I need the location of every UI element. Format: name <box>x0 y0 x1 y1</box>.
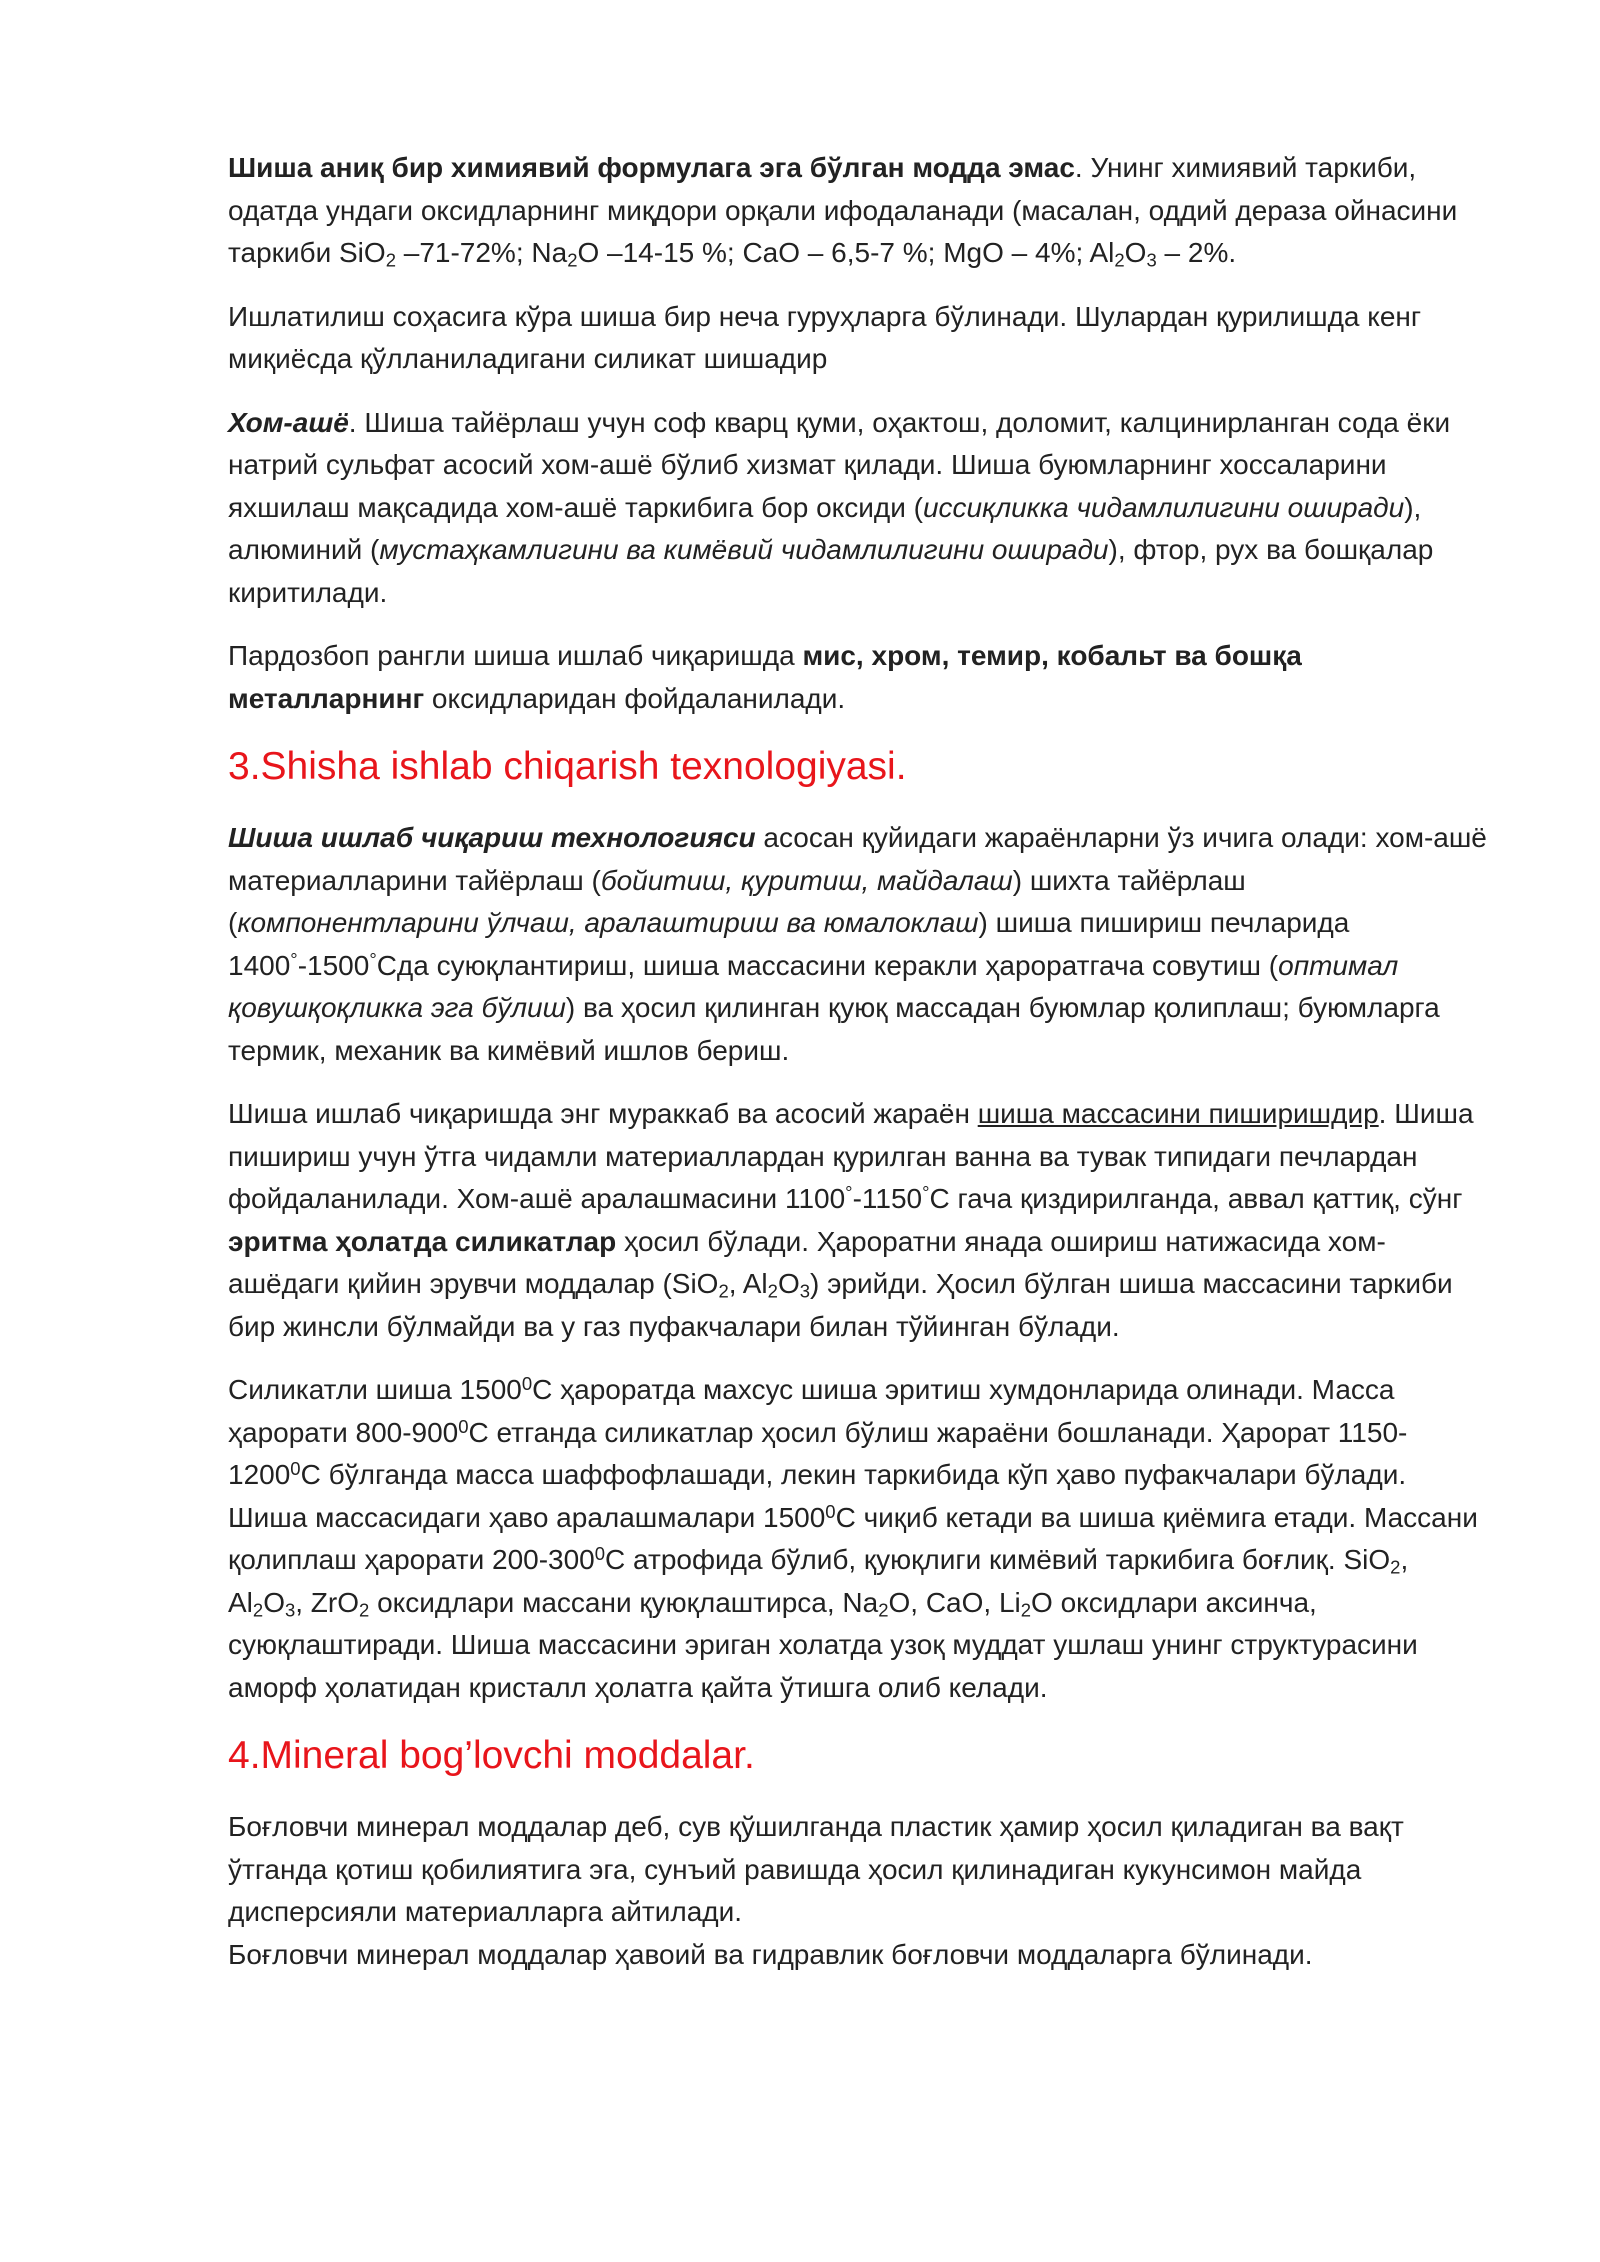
text: оксидлари массани қуюқлаштирса, Na <box>369 1586 879 1618</box>
bold-italic-lead <box>228 822 756 853</box>
text: С атрофида бўлиб, қуюқлиги кимёвий таркибига боғлиқ. SiO <box>605 1544 1391 1575</box>
paragraph-glass-composition <box>228 147 1488 275</box>
subscript: 3 <box>1146 249 1157 271</box>
text: -1150 <box>852 1183 923 1214</box>
paragraph-raw-materials <box>228 402 1488 615</box>
bold-text: эритма ҳолатда силикатлар <box>228 1225 617 1257</box>
italic-text: мустаҳкамлигини ва кимёвий чидамлилигини оширади <box>379 534 1109 565</box>
superscript: ° <box>922 1181 930 1203</box>
paragraph-binders <box>228 1806 1488 1976</box>
text: , ZrO <box>295 1586 360 1618</box>
superscript: 0 <box>458 1415 469 1437</box>
text: Силикатли шиша 1500 <box>228 1374 522 1405</box>
text: ), фтор, рух ва бошқалар киритилади. <box>228 534 1434 608</box>
text: ), алюминий ( <box>228 491 1422 565</box>
text: ) эрийди. Ҳосил бўлган шиша массасини таркиби бир жинсли бўлмайди ва у газ пуфакчалари билан тўйинган бўлади. <box>228 1268 1453 1342</box>
paragraph-glass-groups: Ишлатилиш соҳасига кўра шиша бир неча гуруҳларга бўлинади. Шулардан қурилишда кенг миқиёсда қўлланиладигани силикат шишадир <box>228 300 1422 374</box>
text: O <box>1124 237 1147 268</box>
text: С чиқиб кетади ва шиша қиёмига етади. Массани қолиплаш ҳарорати 200-300 <box>228 1501 1478 1575</box>
text: O <box>777 1268 800 1299</box>
superscript: ° <box>845 1181 853 1203</box>
subscript: 3 <box>799 1280 810 1302</box>
superscript: 0 <box>594 1542 606 1564</box>
text: С етганда силикатлар ҳосил бўлиш жараёни бошланади. Ҳарорат 1150-1200 <box>228 1416 1408 1490</box>
text: –71-72%; Na <box>395 237 568 268</box>
document-page <box>228 147 1488 1997</box>
text: оксидларидан фойдаланилади. <box>424 682 846 714</box>
subscript: 2 <box>1390 1556 1401 1578</box>
text-line: Боғловчи минерал моддалар ҳавоий ва гидравлик боғловчи моддаларга бўлинади. <box>228 1938 1313 1970</box>
underlined-text: шиша массасини пиширишдир <box>977 1098 1379 1129</box>
subscript: 2 <box>1114 249 1125 271</box>
subscript: 2 <box>878 1599 889 1621</box>
superscript: ° <box>369 948 377 970</box>
superscript: ° <box>290 948 298 970</box>
text: С бўлганда масса шаффофлашади, лекин таркибида кўп ҳаво пуфакчалари бўлади. Шиша массасидаги ҳаво аралашмалари 1500 <box>228 1459 1407 1533</box>
text: ) ва ҳосил қилинган қуюқ массадан буюмлар қолиплаш; буюмларга термик, механик ва кимёвий ишлов бериш. <box>228 992 1440 1066</box>
paragraph-melting <box>228 1093 1488 1348</box>
bold-text: мис, хром, темир, кобальт ва бошқа металларнинг <box>228 640 1302 714</box>
text: асосан қуйидаги жараёнларни ўз ичига олади: хом-ашё материалларини тайёрлаш ( <box>228 822 1487 896</box>
bold-italic-text: Хом-ашё <box>228 406 349 438</box>
text: -1500 <box>297 949 370 981</box>
text: , Al <box>728 1268 768 1299</box>
section-heading-4: 4.Mineral bog’lovchi moddalar. <box>228 1734 755 1777</box>
text: ) шиша пишириш печларида 1400 <box>228 907 1350 981</box>
bold-italic-lead <box>228 407 349 438</box>
superscript: 0 <box>290 1457 301 1479</box>
section-heading-3: 3.Shisha ishlab chiqarish texnologiyasi. <box>228 745 907 788</box>
text: ) шихта тайёрлаш ( <box>228 864 1246 938</box>
subscript: 2 <box>1020 1599 1032 1621</box>
text: – 2%. <box>1156 237 1237 268</box>
text: O, CaO, Li <box>888 1586 1021 1618</box>
subscript: 2 <box>252 1599 264 1621</box>
italic-text: иссиқликка чидамлилигини оширади <box>922 491 1405 523</box>
bold-lead: Шиша аниқ бир химиявий формулага эга бўлган модда эмас <box>228 152 1075 183</box>
italic-text: бойитиш, қуритиш, майдалаш <box>600 864 1013 896</box>
text: O оксидлари аксинча, суюқлаштиради. Шиша массасини эриган холатда узоқ муддат ушлаш унинг структурасини аморф ҳолатидан кристалл ҳолатга қайта ўтишга олиб келади. <box>228 1586 1418 1703</box>
text: Сда суюқлантириш, шиша массасини керакли ҳароратгача совутиш ( <box>376 949 1279 981</box>
text: O –14-15 %; CaO – 6,5-7 %; MgO – 4%; Al <box>577 237 1115 268</box>
text: С ҳароратда махсус шиша эритиш хумдонларида олинади. Масса ҳарорати 800-900 <box>228 1374 1395 1448</box>
subscript: 2 <box>718 1280 729 1302</box>
bold-italic-text: Шиша ишлаб чиқариш технологияси <box>228 822 756 853</box>
italic-text: компонентларини ўлчаш, аралаштириш ва юмалоклаш <box>237 907 979 938</box>
subscript: 3 <box>284 1599 296 1621</box>
text-line: Боғловчи минерал моддалар деб, сув қўшилганда пластик ҳамир ҳосил қиладиган ва вақт ўтганда қотиш қобилиятига эга, сунъий равишда ҳосил қилинадиган кукунсимон майда дисперсияли материалларга айтилади. <box>228 1811 1404 1927</box>
text: . Шиша тайёрлаш учун соф кварц қуми, оҳактош, доломит, калцинирланган сода ёки натрий сульфат асосий хом-ашё бўлиб хизмат қилади. Шиша буюмларнинг хоссаларини яхшилаш мақсадида хом-ашё таркибига бор оксиди ( <box>228 406 1451 523</box>
subscript: 2 <box>359 1599 370 1621</box>
subscript: 2 <box>385 249 396 271</box>
text: , Al <box>228 1544 1409 1618</box>
text: O <box>263 1586 285 1618</box>
paragraph-colored-glass <box>228 635 1488 720</box>
subscript: 2 <box>767 1280 778 1302</box>
italic-text: оптимал қовушқоқликка эга бўлиш <box>228 949 1399 1023</box>
text: Пардозбоп рангли шиша ишлаб чиқаришда <box>228 640 803 671</box>
text: ҳосил бўлади. Ҳароратни янада ошириш натижасида хом-ашёдаги қийин эрувчи моддалар (SiO <box>228 1225 1386 1299</box>
text: . Унинг химиявий таркиби, одатда ундаги оксидларнинг миқдори орқали ифодаланади (масалан, оддий дераза ойнасини таркиби SiO <box>228 152 1458 268</box>
subscript: 2 <box>567 249 578 271</box>
text: . Шиша пишириш учун ўтга чидамли материаллардан қурилган ванна ва тувак типидаги печлардан фойдаланилади. Хом-ашё аралашмасини 1100 <box>228 1098 1474 1214</box>
superscript: 0 <box>521 1372 533 1394</box>
text: С гача қиздирилганда, аввал қаттиқ, сўнг <box>929 1183 1463 1214</box>
text: Шиша ишлаб чиқаришда энг мураккаб ва асосий жараён <box>228 1098 978 1129</box>
paragraph-silicate-glass <box>228 1369 1488 1709</box>
paragraph-technology <box>228 817 1488 1072</box>
superscript: 0 <box>825 1500 836 1522</box>
